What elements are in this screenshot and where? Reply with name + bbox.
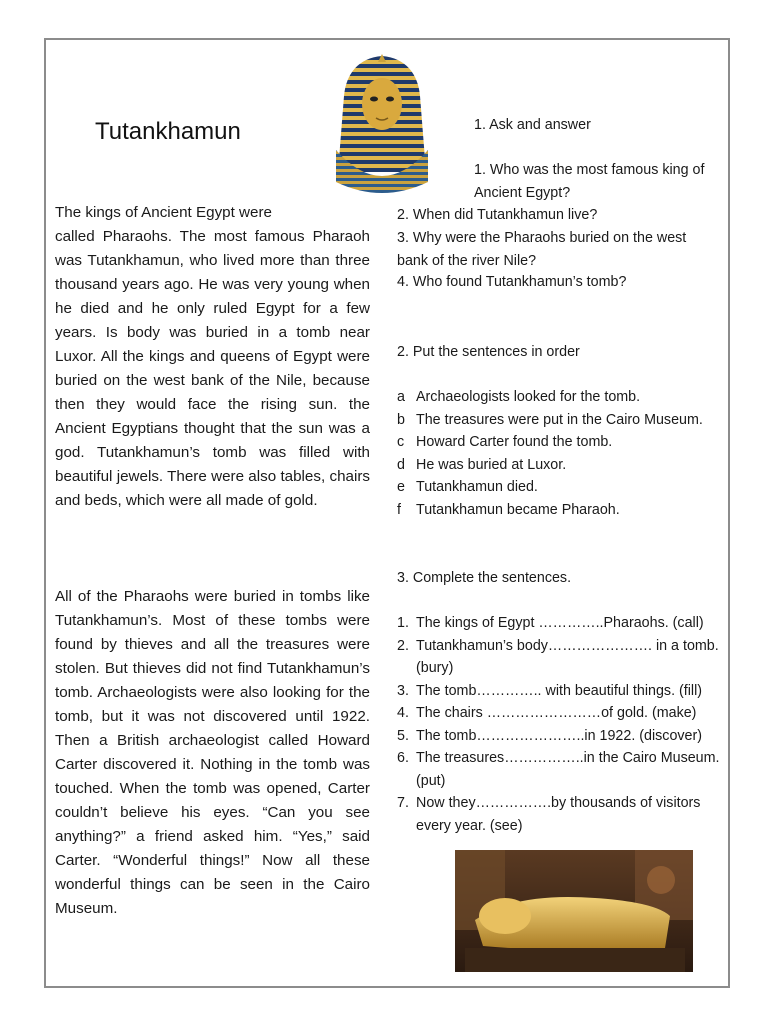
sarcophagus-photo bbox=[455, 850, 693, 972]
section-1-heading: 1. Ask and answer bbox=[474, 117, 591, 133]
list-item: b The treasures were put in the Cairo Museum. bbox=[397, 411, 703, 428]
question-3: 3. Why were the Pharaohs buried on the west bank of the river Nile? bbox=[397, 230, 687, 269]
list-item: e Tutankhamun died. bbox=[397, 479, 538, 495]
list-item: f Tutankhamun became Pharaoh. bbox=[397, 501, 620, 518]
list-item: 3. The tomb………….. with beautiful things. (fill) bbox=[397, 682, 703, 699]
list-item: a Archaeologists looked for the tomb. bbox=[397, 389, 641, 405]
page-title: Tutankhamun bbox=[95, 118, 241, 145]
tutankhamun-mask-image bbox=[328, 52, 436, 202]
reading-paragraph-1 bbox=[55, 201, 370, 513]
question-1-line-2: Ancient Egypt? bbox=[474, 185, 571, 201]
question-4: 4. Who found Tutankhamun’s tomb? bbox=[397, 274, 627, 290]
list-item: 4. The chairs ……………………of gold. (make) bbox=[397, 705, 697, 721]
list-item: d He was buried at Luxor. bbox=[397, 456, 567, 473]
section-2-heading: 2. Put the sentences in order bbox=[397, 344, 580, 360]
section-3-heading: 3. Complete the sentences. bbox=[397, 570, 572, 586]
complete-sentences-list bbox=[397, 612, 732, 837]
question-2: 2. When did Tutankhamun live? bbox=[397, 207, 598, 223]
list-item: 7. Now they…………….by thousands of visitors every year. (see) bbox=[397, 795, 701, 834]
list-item: 6. The treasures……………..in the Cairo Museum. (put) bbox=[397, 750, 720, 789]
reading-paragraph-2: All of the Pharaohs were buried in tombs like Tutankhamun’s. Most of these tombs were found by thieves and all the treasures were stolen. But thieves did not find Tutankhamun’s tomb. Archaeologists were also looking for the tomb, but it was not discovered until 1922. Then a British archaeologist called Howard Carter discovered it. Nothing in the tomb was touched. When the tomb was opened, Carter couldn’t believe his eyes. “Can you see anything?” a friend asked him. “Yes,” said Carter. “Wonderful things!” Now all these wonderful things can be seen in the Cairo Museum. bbox=[55, 588, 370, 917]
list-item: 1. The kings of Egypt …………..Pharaohs. (call) bbox=[397, 615, 704, 631]
reading-paragraph-1-first-line: The kings of Ancient Egypt were bbox=[55, 204, 272, 221]
question-1-line-1: 1. Who was the most famous king of bbox=[474, 162, 705, 178]
list-item: c Howard Carter found the tomb. bbox=[397, 434, 613, 450]
list-item: 5. The tomb…………………..in 1922. (discover) bbox=[397, 727, 703, 744]
list-item: 2. Tutankhamun’s body…………………. in a tomb. (bury) bbox=[397, 637, 719, 676]
order-sentences-list bbox=[397, 386, 703, 521]
reading-paragraph-1-rest: called Pharaohs. The most famous Pharaoh was Tutankhamun, who lived more than three thousand years ago. He was very young when he died and he only ruled Egypt for a few years. Is body was buried in a tomb near Luxor. All the kings and queens of Egypt were buried on the west bank of the Nile, because then they would face the rising sun. the Ancient Egyptians thought that the sun was a god. Tutankhamun’s tomb was filled with beautiful jewels. There were also tables, chairs and beds, which were all made of gold. bbox=[55, 228, 370, 509]
